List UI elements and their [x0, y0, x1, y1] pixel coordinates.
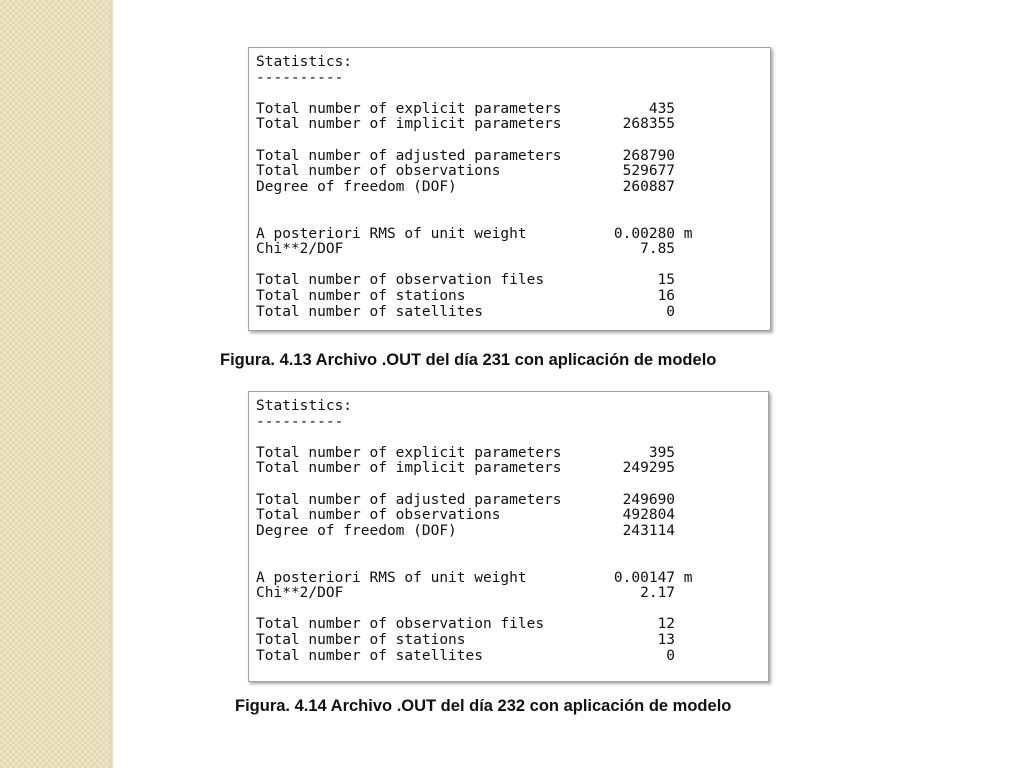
statistics-output-text: Statistics: ---------- Total number of explicit parameters 435 Total number of implicit parameters 268355 Total number of adjusted parameters 268790 Total number of observations 529677 Degree of freedom (DOF) 260887 A posteriori RMS of unit weight 0.00280 m Chi**2/DOF 7.85 Total number of observation files 15 Total number of stations 16 Total number of satellites 0 — [256, 54, 693, 320]
figure-caption-4-14: Figura. 4.14 Archivo .OUT del día 232 con aplicación de modelo — [235, 697, 732, 715]
figure-caption-4-13: Figura. 4.13 Archivo .OUT del día 231 con aplicación de modelo — [220, 351, 717, 369]
statistics-output-panel-day-232 — [248, 391, 769, 682]
statistics-output-panel-day-231 — [248, 47, 771, 331]
statistics-output-text: Statistics: ---------- Total number of explicit parameters 395 Total number of implicit parameters 249295 Total number of adjusted parameters 249690 Total number of observations 492804 Degree of freedom (DOF) 243114 A posteriori RMS of unit weight 0.00147 m Chi**2/DOF 2.17 Total number of observation files 12 Total number of stations 13 Total number of satellites 0 — [256, 398, 693, 664]
sidebar-edge — [110, 0, 114, 768]
decorative-sidebar — [0, 0, 110, 768]
